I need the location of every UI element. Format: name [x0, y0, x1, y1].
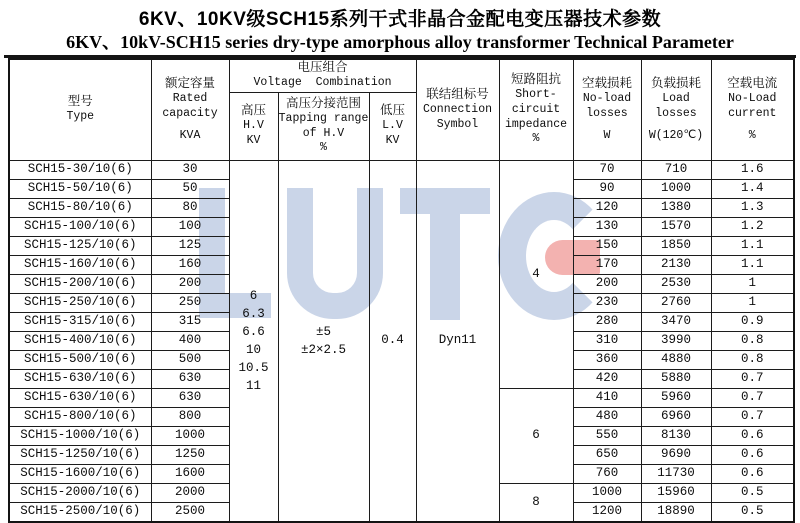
col-header-load-losses-en1: Load: [662, 92, 690, 106]
cell-load-loss: 1570: [641, 217, 711, 236]
cell-type: SCH15-1600/10(6): [9, 464, 151, 483]
col-header-load-losses-en2: losses: [655, 106, 697, 120]
parameter-table-wrap: [8, 58, 795, 523]
col-header-no-load-current-en1: No-Load: [728, 92, 777, 106]
cell-capacity: 315: [151, 312, 229, 331]
cell-no-load-loss: 200: [573, 274, 641, 293]
col-header-no-load-current: [711, 59, 794, 160]
col-header-no-load-current-zh: 空载电流: [727, 77, 778, 92]
col-header-lv-en: L.V: [382, 119, 403, 133]
col-header-no-load-losses-unit: W: [603, 128, 611, 142]
col-header-load-losses: [641, 59, 711, 160]
page-title-english: 6KV、10kV-SCH15 series dry-type amorphous alloy transformer Technical Parameter: [66, 32, 734, 52]
cell-no-load-loss: 650: [573, 445, 641, 464]
col-header-hv-unit: KV: [246, 134, 261, 147]
cell-type: SCH15-50/10(6): [9, 179, 151, 198]
cell-no-load-current: 0.8: [711, 350, 794, 369]
cell-type: SCH15-125/10(6): [9, 236, 151, 255]
cell-no-load-current: 0.5: [711, 483, 794, 502]
cell-load-loss: 4880: [641, 350, 711, 369]
cell-type: SCH15-200/10(6): [9, 274, 151, 293]
parameter-table: [8, 58, 795, 523]
cell-capacity: 1250: [151, 445, 229, 464]
cell-type: SCH15-500/10(6): [9, 350, 151, 369]
page-title-chinese: 6KV、10KV级SCH15系列干式非晶合金配电变压器技术参数: [138, 9, 662, 30]
col-header-no-load-current-en2: current: [728, 106, 777, 120]
col-header-load-losses-zh: 负载损耗: [650, 77, 701, 92]
col-header-connection-en1: Connection: [422, 103, 492, 117]
cell-hv-values: 6 6.3 6.6 10 10.5 11: [229, 160, 278, 522]
cell-capacity: 2000: [151, 483, 229, 502]
col-header-no-load-losses-en2: losses: [586, 106, 628, 120]
col-header-rated-capacity-zh: 额定容量: [164, 77, 215, 92]
cell-load-loss: 11730: [641, 464, 711, 483]
cell-type: SCH15-1000/10(6): [9, 426, 151, 445]
cell-impedance-group: 4: [499, 160, 573, 388]
cell-load-loss: 1850: [641, 236, 711, 255]
cell-type: SCH15-160/10(6): [9, 255, 151, 274]
cell-type: SCH15-315/10(6): [9, 312, 151, 331]
cell-type: SCH15-30/10(6): [9, 160, 151, 179]
cell-capacity: 160: [151, 255, 229, 274]
cell-no-load-current: 1.4: [711, 179, 794, 198]
cell-no-load-current: 1.6: [711, 160, 794, 179]
cell-type: SCH15-250/10(6): [9, 293, 151, 312]
cell-no-load-loss: 550: [573, 426, 641, 445]
col-header-impedance: [499, 59, 573, 160]
col-header-rated-capacity-unit: KVA: [179, 128, 201, 142]
cell-lv-value: 0.4: [369, 160, 416, 522]
cell-capacity: 80: [151, 198, 229, 217]
header-row-1: [9, 59, 794, 92]
cell-load-loss: 5880: [641, 369, 711, 388]
col-header-impedance-unit: %: [532, 132, 540, 146]
col-header-no-load-current-unit: %: [748, 128, 756, 142]
col-header-hv: [229, 92, 278, 160]
col-header-connection-zh: 联结组标号: [426, 88, 489, 103]
col-header-impedance-en3: impedance: [504, 117, 568, 131]
cell-capacity: 1600: [151, 464, 229, 483]
cell-capacity: 500: [151, 350, 229, 369]
col-header-lv-zh: 低压: [379, 104, 405, 119]
title-divider: [4, 55, 796, 58]
cell-load-loss: 710: [641, 160, 711, 179]
col-header-no-load-losses: [573, 59, 641, 160]
col-header-tapping-zh: 高压分接范围: [285, 96, 361, 111]
table-row: [9, 160, 794, 179]
cell-no-load-current: 0.6: [711, 445, 794, 464]
cell-load-loss: 2760: [641, 293, 711, 312]
cell-type: SCH15-400/10(6): [9, 331, 151, 350]
cell-capacity: 30: [151, 160, 229, 179]
cell-no-load-loss: 130: [573, 217, 641, 236]
cell-load-loss: 18890: [641, 502, 711, 522]
cell-capacity: 630: [151, 388, 229, 407]
cell-load-loss: 8130: [641, 426, 711, 445]
col-header-impedance-zh: 短路阻抗: [510, 73, 561, 88]
cell-capacity: 125: [151, 236, 229, 255]
cell-no-load-loss: 360: [573, 350, 641, 369]
col-header-tapping-unit: %: [320, 141, 327, 155]
col-header-hv-zh: 高压: [240, 104, 266, 119]
cell-load-loss: 3990: [641, 331, 711, 350]
cell-load-loss: 2130: [641, 255, 711, 274]
col-header-impedance-en2: circuit: [511, 103, 561, 117]
col-header-type: [9, 59, 151, 160]
col-header-impedance-en1: Short-: [515, 88, 557, 102]
col-header-rated-capacity: [151, 59, 229, 160]
cell-no-load-loss: 150: [573, 236, 641, 255]
cell-load-loss: 5960: [641, 388, 711, 407]
cell-no-load-current: 0.6: [711, 426, 794, 445]
cell-no-load-loss: 120: [573, 198, 641, 217]
col-header-hv-en: H.V: [243, 119, 264, 133]
cell-type: SCH15-630/10(6): [9, 369, 151, 388]
cell-no-load-current: 0.7: [711, 388, 794, 407]
cell-connection-symbol: Dyn11: [416, 160, 499, 522]
cell-no-load-current: 0.7: [711, 407, 794, 426]
cell-type: SCH15-1250/10(6): [9, 445, 151, 464]
cell-capacity: 630: [151, 369, 229, 388]
cell-no-load-loss: 480: [573, 407, 641, 426]
cell-impedance-group: 8: [499, 483, 573, 522]
col-header-voltage-combination-zh: 电压组合: [297, 61, 348, 76]
cell-load-loss: 1000: [641, 179, 711, 198]
col-header-voltage-combination-en: Voltage Combination: [253, 76, 392, 90]
col-header-type-zh: 型号: [67, 95, 93, 110]
col-header-lv: [369, 92, 416, 160]
cell-no-load-loss: 90: [573, 179, 641, 198]
cell-type: SCH15-2000/10(6): [9, 483, 151, 502]
cell-no-load-current: 0.8: [711, 331, 794, 350]
cell-no-load-current: 1: [711, 293, 794, 312]
cell-load-loss: 2530: [641, 274, 711, 293]
cell-capacity: 2500: [151, 502, 229, 522]
cell-capacity: 50: [151, 179, 229, 198]
col-header-load-losses-unit: W(120℃): [648, 128, 704, 142]
cell-no-load-current: 1.2: [711, 217, 794, 236]
cell-load-loss: 1380: [641, 198, 711, 217]
cell-no-load-current: 0.6: [711, 464, 794, 483]
cell-type: SCH15-100/10(6): [9, 217, 151, 236]
cell-load-loss: 3470: [641, 312, 711, 331]
col-header-no-load-losses-zh: 空载损耗: [581, 77, 632, 92]
col-header-lv-unit: KV: [385, 134, 400, 147]
col-header-connection-symbol: [416, 59, 499, 160]
cell-no-load-current: 0.7: [711, 369, 794, 388]
cell-no-load-loss: 70: [573, 160, 641, 179]
cell-no-load-loss: 310: [573, 331, 641, 350]
cell-load-loss: 6960: [641, 407, 711, 426]
col-header-connection-en2: Symbol: [436, 117, 479, 131]
cell-type: SCH15-800/10(6): [9, 407, 151, 426]
col-header-voltage-combination: [229, 59, 416, 92]
cell-type: SCH15-630/10(6): [9, 388, 151, 407]
cell-no-load-current: 1.1: [711, 236, 794, 255]
cell-no-load-current: 1.3: [711, 198, 794, 217]
col-header-type-en: Type: [66, 110, 95, 124]
cell-impedance-group: 6: [499, 388, 573, 483]
cell-capacity: 100: [151, 217, 229, 236]
cell-capacity: 400: [151, 331, 229, 350]
cell-no-load-current: 1: [711, 274, 794, 293]
cell-capacity: 200: [151, 274, 229, 293]
cell-no-load-loss: 280: [573, 312, 641, 331]
cell-type: SCH15-2500/10(6): [9, 502, 151, 522]
cell-no-load-loss: 410: [573, 388, 641, 407]
col-header-no-load-losses-en1: No-load: [582, 92, 632, 106]
col-header-rated-capacity-en1: Rated: [172, 92, 208, 106]
cell-capacity: 1000: [151, 426, 229, 445]
cell-no-load-loss: 230: [573, 293, 641, 312]
cell-no-load-loss: 170: [573, 255, 641, 274]
table-body: [9, 160, 794, 522]
cell-no-load-loss: 420: [573, 369, 641, 388]
cell-no-load-loss: 1000: [573, 483, 641, 502]
cell-no-load-current: 1.1: [711, 255, 794, 274]
col-header-tapping-range: [278, 92, 369, 160]
cell-capacity: 800: [151, 407, 229, 426]
cell-no-load-current: 0.5: [711, 502, 794, 522]
cell-load-loss: 15960: [641, 483, 711, 502]
cell-load-loss: 9690: [641, 445, 711, 464]
cell-capacity: 250: [151, 293, 229, 312]
cell-tapping-range: ±5 ±2×2.5: [278, 160, 369, 522]
col-header-tapping-en1: Tapping range: [278, 111, 369, 125]
cell-no-load-loss: 1200: [573, 502, 641, 522]
cell-no-load-loss: 760: [573, 464, 641, 483]
table-header: [9, 59, 794, 160]
col-header-tapping-en2: of H.V: [302, 126, 345, 140]
cell-type: SCH15-80/10(6): [9, 198, 151, 217]
cell-no-load-current: 0.9: [711, 312, 794, 331]
col-header-rated-capacity-en2: capacity: [162, 106, 218, 120]
